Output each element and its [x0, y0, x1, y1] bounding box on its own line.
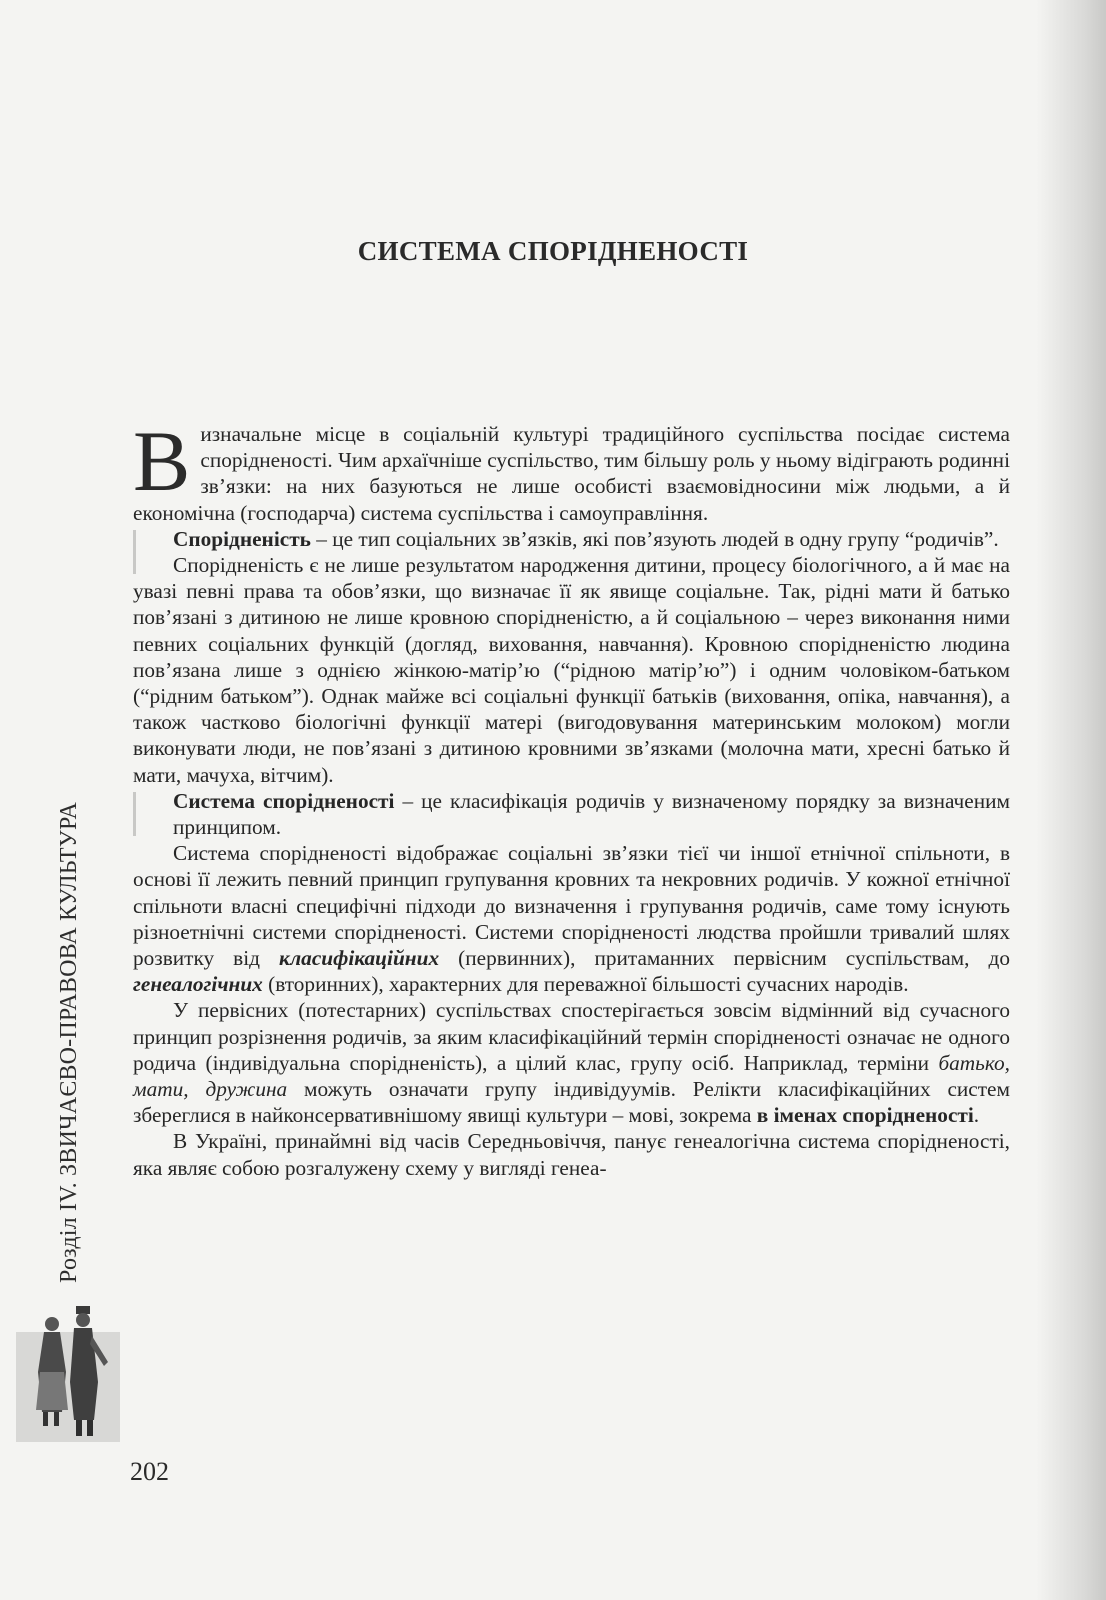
paragraph	[133, 997, 1010, 1128]
term-kinship-system: Система спорідненості	[173, 788, 395, 813]
term-kinship: Спорідненість	[173, 526, 311, 551]
definition-text: – це класифікація родичів у визначеному порядку за визначеним принципом.	[173, 788, 1010, 840]
bold-phrase: в іменах спорідненості	[756, 1103, 974, 1128]
paragraph	[133, 840, 1010, 997]
intro-paragraph	[133, 413, 1010, 526]
emphasis-term: генеалогічних	[133, 972, 263, 997]
paragraph: Спорідненість є не лише результатом народження дитини, процесу біологічного, а й має на увазі певні права та обов’язки, що визначає її як явище соціальне. Так, рідні мати й батько пов’язані з дитиною не лише кровною спорідненістю, а й соціальною – через виконання ними певних соціальних функцій (догляд, виховання, навчання). Кровною спорідненістю людина пов’язана лише з однією жінкою-матір’ю (“рідною матір’ю”) і одним чоловіком-батьком (“рідним батьком”). Однак майже всі соціальні функції батьків (виховання, опіка, навчання), а також частково біологічні функції матері (вигодовування материнським молоком) могли виконувати люди, не пов’язані з дитиною кровними зв’язками (молочна мати, хресні батько й мати, мачуха, вітчим).	[133, 553, 1010, 787]
margin-bar	[133, 792, 136, 836]
text-run: Система спорідненості відображає соціальні зв’язки тієї чи іншої етнічної спільноти, в основі її лежить певний принцип групування кровних та некровних родичів. У кожної етнічної спільноти власні специфічні підходи до визначення і групування родичів, саме тому існують різноетнічні системи спорідненості. Системи спорідненості людства пройшли тривалий шлях розвитку від	[133, 841, 1010, 971]
drop-cap: В	[133, 413, 191, 509]
section-side-label: Розділ IV. ЗВИЧАЄВО-ПРАВОВА КУЛЬТУРА	[56, 802, 82, 1283]
text-run: (вторинних), характерних для переважної більшості сучасних народів.	[262, 972, 909, 997]
page-number: 202	[130, 1457, 169, 1486]
italic-terms: батько, мати, дружина	[133, 1050, 1010, 1102]
definition-kinship	[133, 526, 1010, 552]
paragraph: В Україні, принаймні від часів Середньовіччя, панує генеалогічна система спорідненості, яка являє собою розгалужену схему у вигляді генеа-	[133, 1129, 1010, 1180]
intro-text: изначальне місце в соціальній культурі традиційного суспільства посідає система спорідненості. Чим архаїчніше суспільство, тим більшу роль у ньому відіграють родинні зв’язки: на них базуються не лише особисті взаємовідносини між людьми, а й економічна (господарча) система суспільства і самоуправління.	[133, 422, 1010, 525]
text-run: можуть означати групу індивідуумів. Релікти класифікаційних систем збереглися в найконсервативнішому явищі культури – мові, зокрема	[133, 1077, 1010, 1128]
emphasis-term: класифікаційних	[279, 946, 440, 971]
definition-kinship-system	[133, 788, 1010, 840]
text-run: (первинних), притаманних первісним суспільствам, до	[439, 946, 1010, 971]
margin-bar	[133, 530, 136, 574]
body-text	[133, 413, 1010, 1181]
definition-text: – це тип соціальних зв’язків, які пов’язують людей в одну групу “родичів”.	[310, 526, 999, 551]
folk-figures-illustration	[16, 1292, 120, 1442]
text-run: У первісних (потестарних) суспільствах спостерігається зовсім відмінний від сучасного принцип розрізнення родичів, за яким класифікаційний термін спорідненості означає не одного родича (індивідуальна спорідненість), а цілий клас, групу осіб. Наприклад, терміни	[133, 998, 1010, 1075]
chapter-title: СИСТЕМА СПОРІДНЕНОСТІ	[357, 236, 749, 267]
text-run: .	[973, 1103, 980, 1128]
